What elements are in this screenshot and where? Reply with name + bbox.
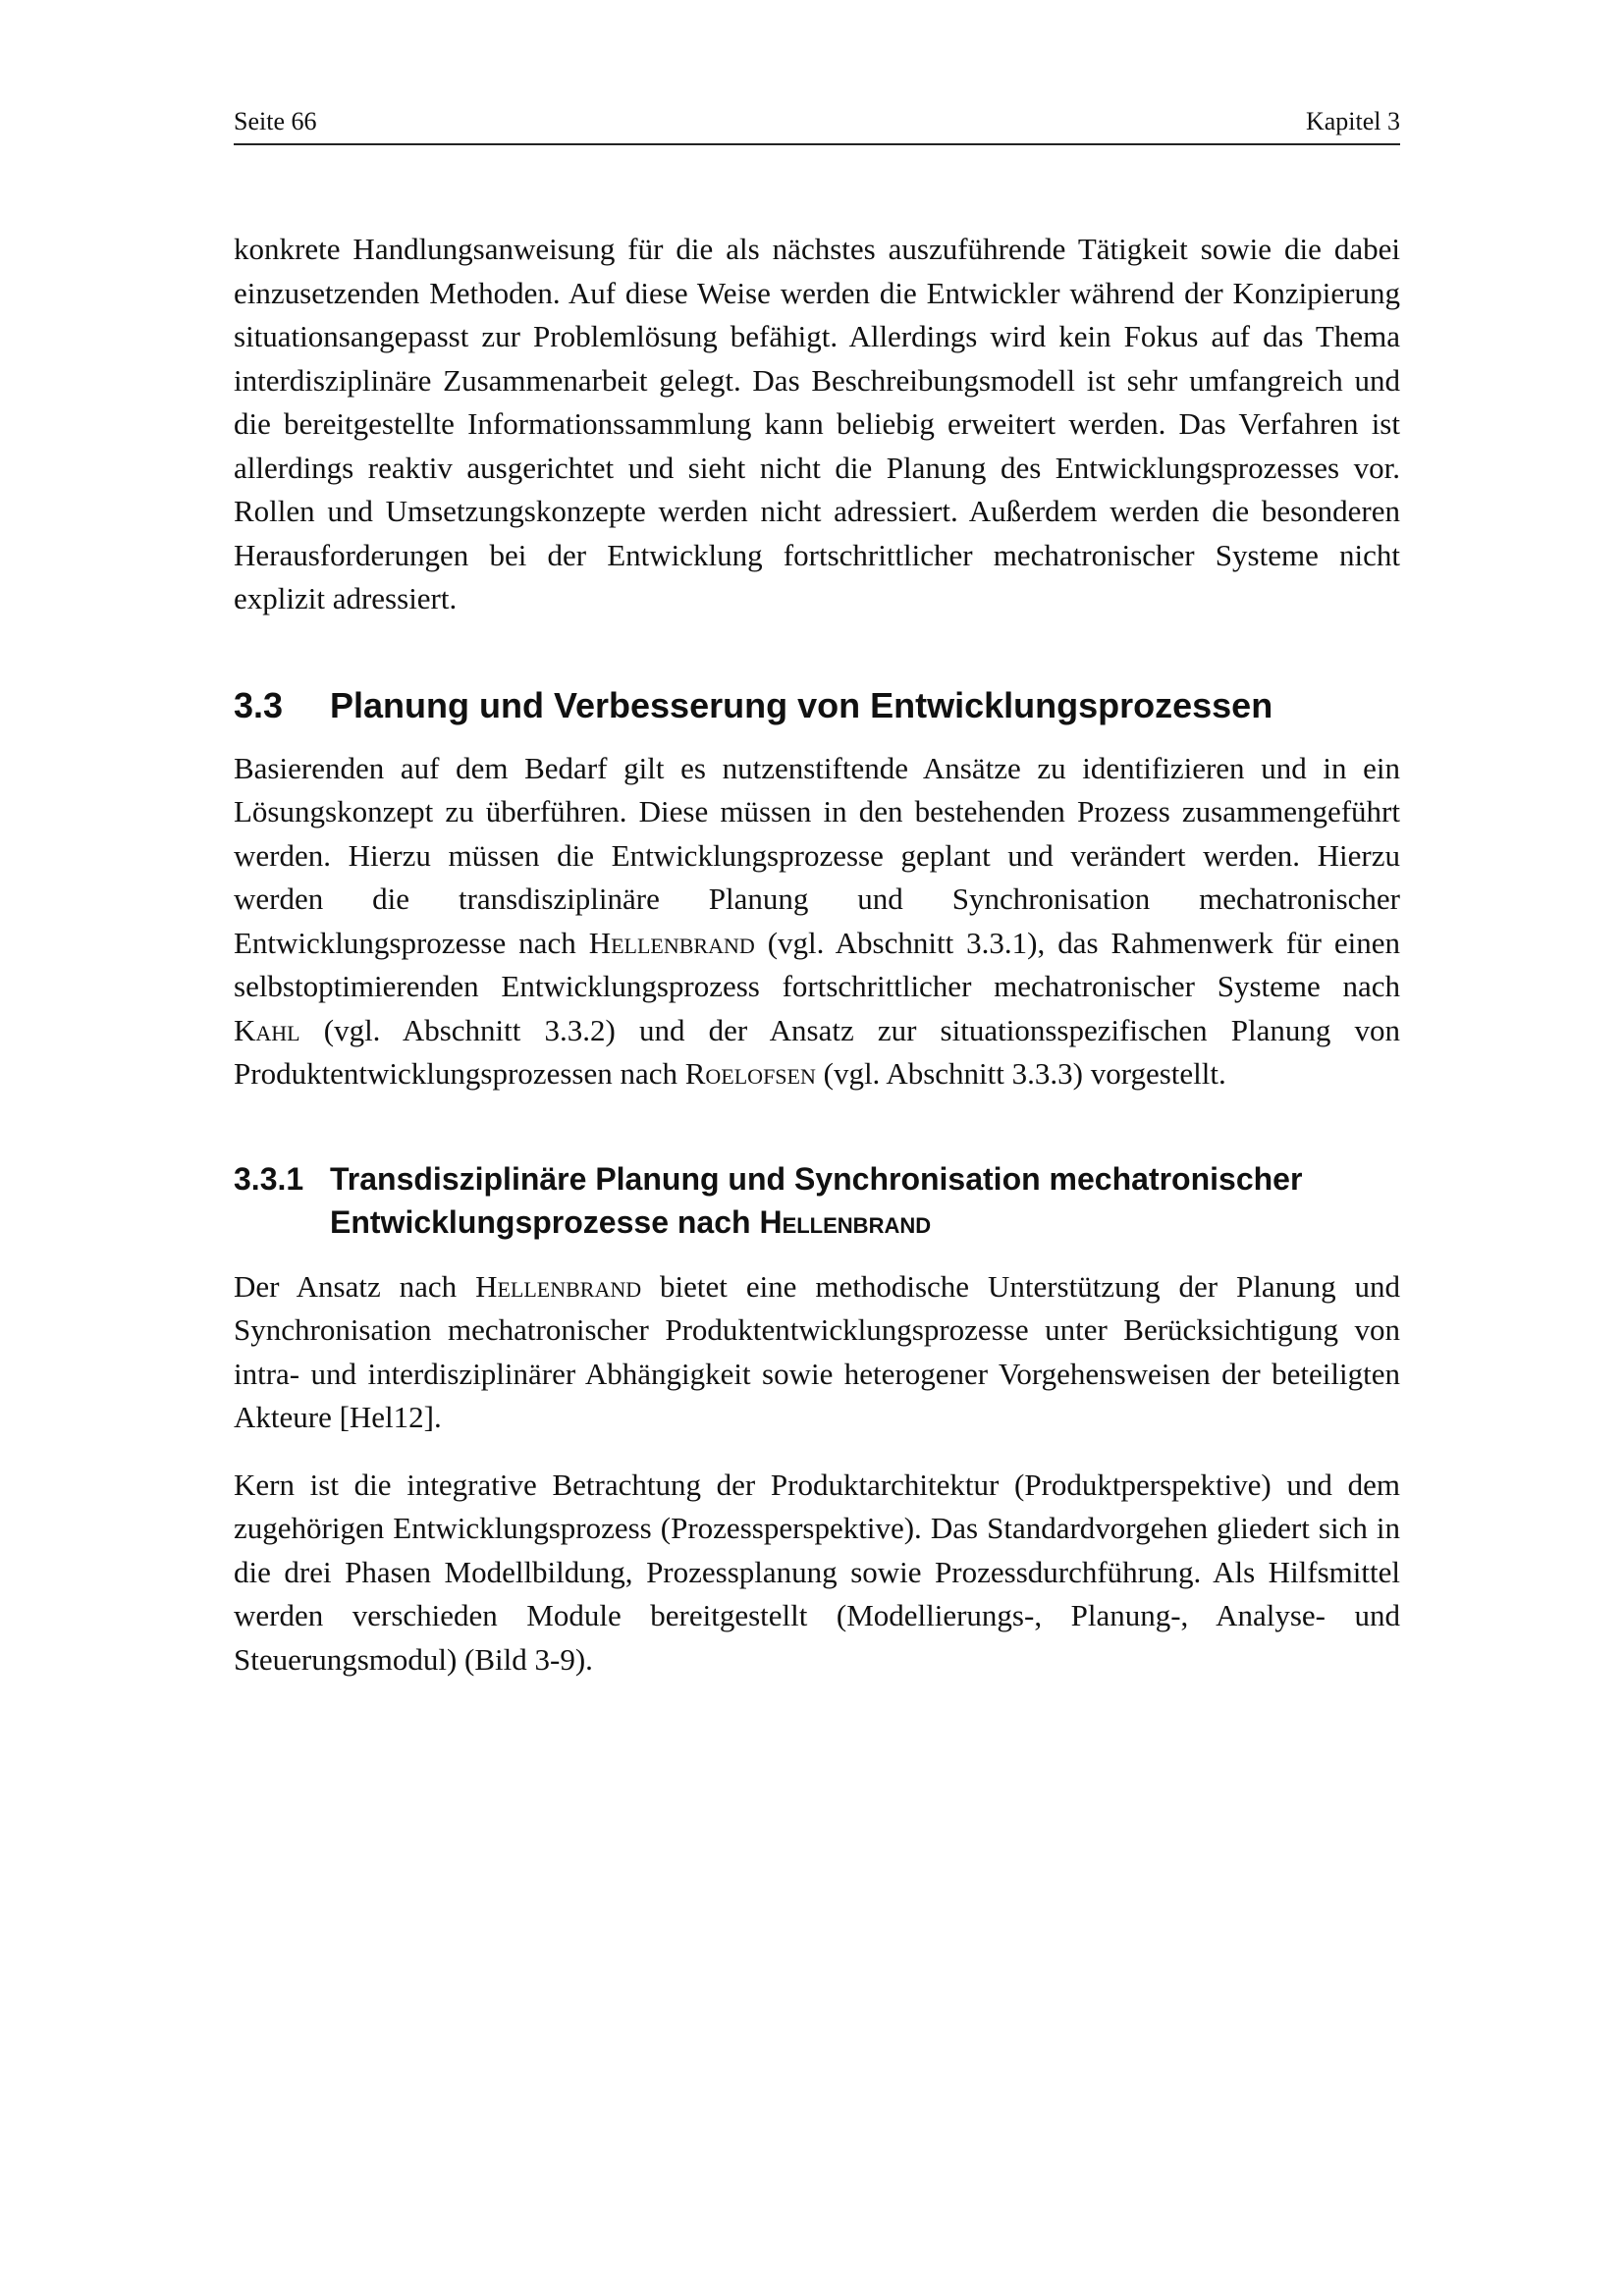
section-number: 3.3	[234, 684, 284, 725]
paragraph-4: Kern ist die integrative Betrachtung der Produktarchitektur (Produktperspektive) und dem zugehörigen Entwicklungsprozess (Prozessperspektive). Das Standardvorgehen gliedert sich in die drei Phasen Modellbildung, Prozessplanung sowie Prozessdurchführung. Als Hilfsmittel werden verschieden Module bereitgestellt (Modellierungs-, Planung-, Analyse- und Steuerungsmodul) (Bild 3-9).	[234, 1467, 1400, 1677]
paragraph-3-text-b: bietet eine methodische Unterstützung der Planung und Synchronisation mechatronischer Produktentwicklungsprozesse unter Berücksichtigung von intra- und interdisziplinärer Abhängigkeit sowie heterogener Vorgehensweisen der beteiligten Akteure [Hel12].	[234, 1268, 1400, 1434]
author-name-hellenbrand: Hellenbrand	[588, 925, 755, 960]
paragraph-2	[234, 747, 1400, 1096]
paragraph-2-text-b: (vgl. Abschnitt 3.3.1), das Rahmenwerk für einen selbstoptimierenden Entwicklungsprozess fortschrittlicher mechatronischer Systeme nach	[234, 925, 1401, 1003]
paragraph-3	[234, 1265, 1400, 1440]
subsection-heading-3-3-1	[234, 1157, 1400, 1244]
subsection-title-author-name: Hellenbrand	[759, 1203, 932, 1240]
page-number: Seite 66	[234, 107, 317, 135]
subsection-title	[330, 1157, 1302, 1244]
document-page	[234, 106, 1400, 1682]
section-heading-3-3	[234, 684, 1400, 727]
paragraph-3-text-a: Der Ansatz nach	[234, 1268, 476, 1304]
author-name-hellenbrand-2: Hellenbrand	[475, 1268, 642, 1304]
author-name-roelofsen: Roelofsen	[684, 1056, 816, 1091]
author-name-kahl: Kahl	[234, 1012, 300, 1047]
paragraph-1: konkrete Handlungsanweisung für die als nächstes auszuführende Tätigkeit sowie die dabei einzusetzenden Methoden. Auf diese Weise werden die Entwickler während der Konzipierung situationsangepasst zur Problemlösung befähigt. Allerdings wird kein Fokus auf das Thema interdisziplinäre Zusammenarbeit gelegt. Das Beschreibungsmodell ist sehr umfangreich und die bereitgestellte Informationssammlung kann beliebig erweitert werden. Das Verfahren ist allerdings reaktiv ausgerichtet und sieht nicht die Planung des Entwicklungsprozesses vor. Rollen und Umsetzungskonzepte werden nicht adressiert. Außerdem werden die besonderen Herausforderungen bei der Entwicklung fortschrittlicher mechatronischer Systeme nicht explizit adressiert.	[234, 232, 1400, 615]
chapter-label: Kapitel 3	[1305, 107, 1400, 135]
paragraph-2-text-c: (vgl. Abschnitt 3.3.2) und der Ansatz zur situationsspezifischen Planung von Produktentwicklungsprozessen nach	[234, 1012, 1400, 1091]
paragraph-2-text-d: (vgl. Abschnitt 3.3.3) vorgestellt.	[815, 1056, 1226, 1091]
section-title: Planung und Verbesserung von Entwicklungsprozessen	[330, 684, 1273, 725]
subsection-title-line-1: Transdisziplinäre Planung und Synchronisation mechatronischer	[330, 1160, 1303, 1197]
running-header	[234, 106, 1400, 145]
paragraph-2-text-a: Basierenden auf dem Bedarf gilt es nutzenstiftende Ansätze zu identifizieren und in ein Lösungskonzept zu überführen. Diese müssen in den bestehenden Prozess zusammengeführt werden. Hierzu müssen die Entwicklungsprozesse geplant und verändert werden. Hierzu werden die transdisziplinäre Planung und Synchronisation mechatronischer Entwicklungsprozesse nach	[234, 750, 1400, 960]
subsection-number: 3.3.1	[234, 1160, 304, 1197]
subsection-title-line-2-prefix: Entwicklungsprozesse nach	[330, 1203, 760, 1240]
